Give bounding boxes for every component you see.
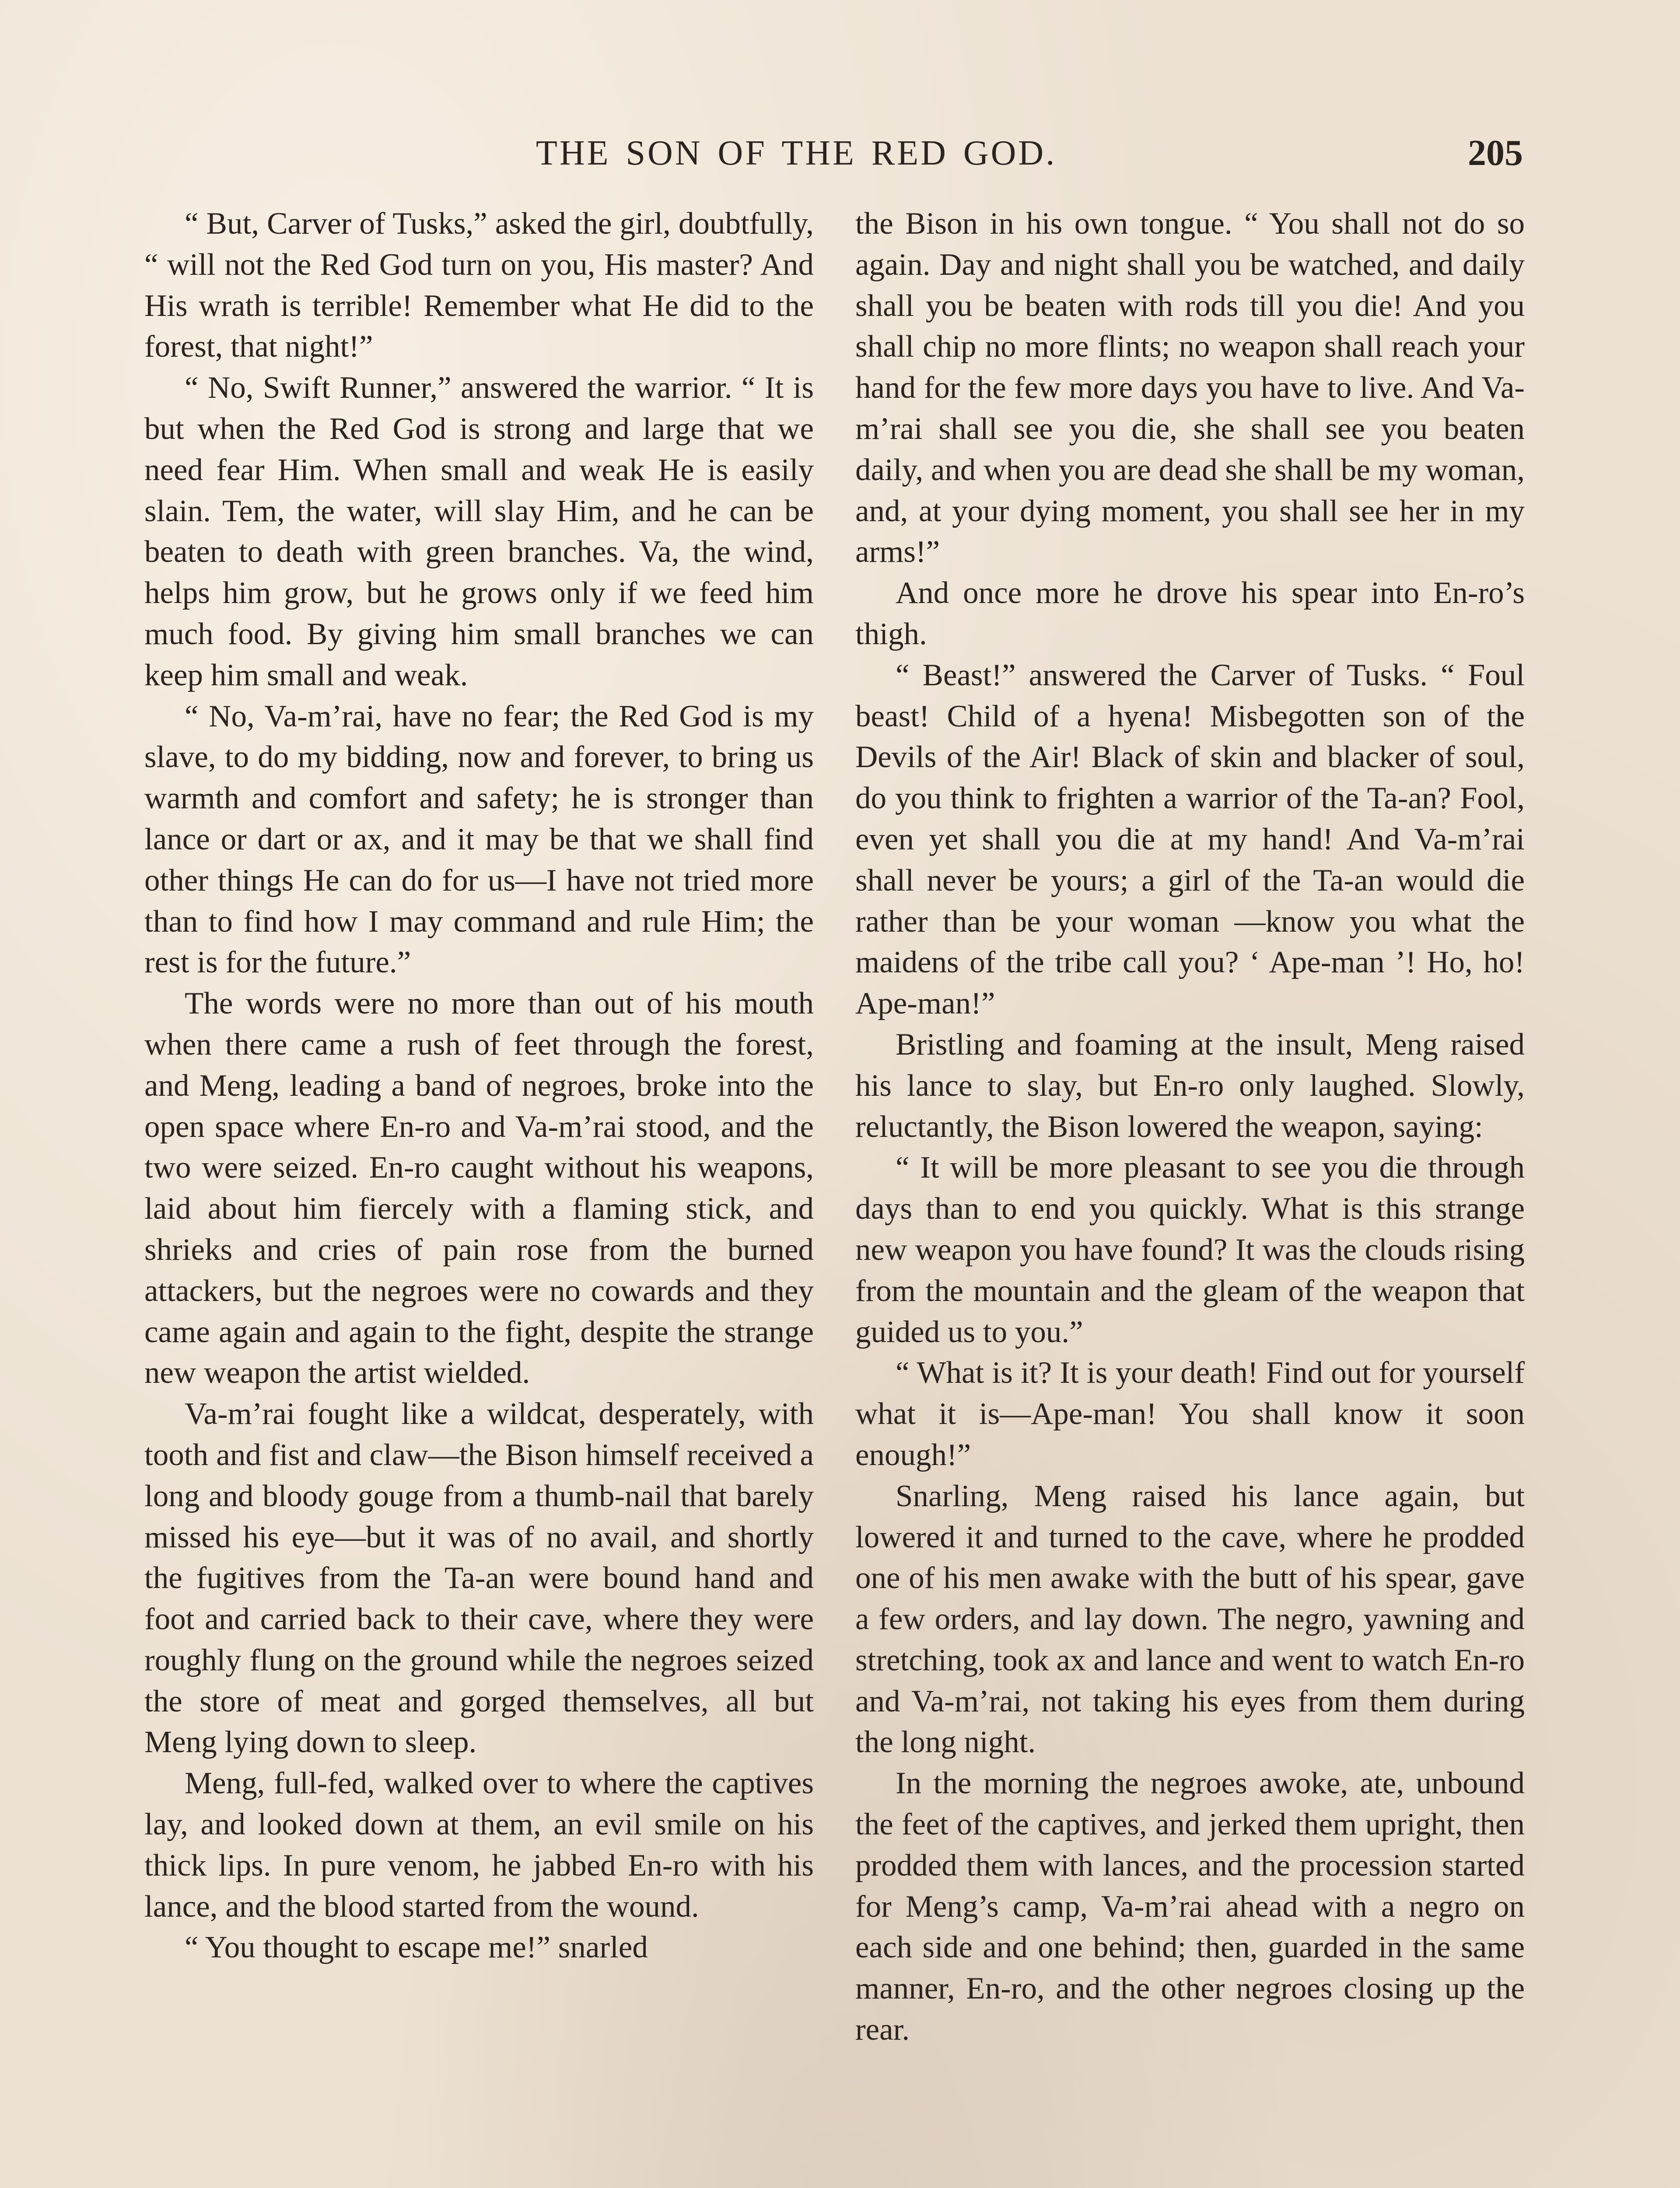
right-column <box>855 203 1525 2051</box>
paragraph: “ No, Swift Runner,” answered the warrior. “ It is but when the Red God is strong and large that we need fear Him. When small and weak He is easily slain. Tem, the water, will slay Him, and he can be beaten to death with green branches. Va, the wind, helps him grow, but he grows only if we feed him much food. By giving him small branches we can keep him small and weak. <box>144 371 814 692</box>
paragraph-continued: the Bison in his own tongue. “ You shall not do so again. Day and night shall you be watched, and daily shall you be beaten with rods till you die! And you shall chip no more flints; no weapon shall reach your hand for the few more days you have to live. And Va-m’rai shall see you die, she shall see you beaten daily, and when you are dead she shall be my woman, and, at your dying moment, you shall see her in my arms!” <box>855 207 1525 569</box>
paragraph: “ You thought to escape me!” snarled <box>185 1930 648 1965</box>
paragraph: And once more he drove his spear into En-ro’s thigh. <box>855 576 1525 651</box>
paragraph: “ Beast!” answered the Carver of Tusks. “ Foul beast! Child of a hyena! Misbegotten son of the Devils of the Air! Black of skin and blacker of soul, do you think to frighten a warrior of the Ta-an? Fool, even yet shall you die at my hand! And Va-m’rai shall never be yours; a girl of the Ta-an would die rather than be your woman —know you what the maidens of the tribe call you? ‘ Ape-man ’! Ho, ho! Ape-man!” <box>855 658 1525 1021</box>
paragraph: Meng, full-fed, walked over to where the captives lay, and looked down at them, an evil smile on his thick lips. In pure venom, he jabbed En-ro with his lance, and the blood started from the wound. <box>144 1766 814 1924</box>
paragraph: “ It will be more pleasant to see you die through days than to end you quickly. What is this strange new weapon you have found? It was the clouds rising from the mountain and the gleam of the weapon that guided us to you.” <box>855 1150 1525 1349</box>
paragraph: The words were no more than out of his mouth when there came a rush of feet through the forest, and Meng, leading a band of negroes, broke into the open space where En-ro and Va-m’rai stood, and the two were seized. En-ro caught without his weapons, laid about him fiercely with a flaming stick, and shrieks and cries of pain rose from the burned attackers, but the negroes were no cowards and they came again and again to the fight, despite the strange new weapon the artist wielded. <box>144 986 814 1390</box>
paragraph: “ But, Carver of Tusks,” asked the girl, doubtfully, “ will not the Red God turn on you, His master? And His wrath is terrible! Remember what He did to the forest, that night!” <box>144 207 814 364</box>
paragraph: In the morning the negroes awoke, ate, unbound the feet of the captives, and jerked them upright, then prodded them with lances, and the procession started for Meng’s camp, Va-m’rai ahead with a negro on each side and one behind; then, guarded in the same manner, En-ro, and the other negroes closing up the rear. <box>855 1766 1525 2047</box>
paragraph: Bristling and foaming at the insult, Meng raised his lance to slay, but En-ro only laughed. Slowly, reluctantly, the Bison lowered the weapon, saying: <box>855 1027 1525 1144</box>
paragraph: Snarling, Meng raised his lance again, but lowered it and turned to the cave, where he prodded one of his men awake with the butt of his spear, gave a few orders, and lay down. The negro, yawning and stretching, took ax and lance and went to watch En-ro and Va-m’rai, not taking his eyes from them during the long night. <box>855 1479 1525 1760</box>
paragraph: “ No, Va-m’rai, have no fear; the Red God is my slave, to do my bidding, now and forever, to bring us warmth and comfort and safety; he is stronger than lance or dart or ax, and it may be that we shall find other things He can do for us—I have not tried more than to find how I may command and rule Him; the rest is for the future.” <box>144 699 814 980</box>
paragraph: Va-m’rai fought like a wildcat, desperately, with tooth and fist and claw—the Bison himself received a long and bloody gouge from a thumb-nail that barely missed his eye—but it was of no avail, and shortly the fugitives from the Ta-an were bound hand and foot and carried back to their cave, where they were roughly flung on the ground while the negroes seized the store of meat and gorged themselves, all but Meng lying down to sleep. <box>144 1397 814 1760</box>
page-number: 205 <box>1468 133 1523 173</box>
paragraph: “ What is it? It is your death! Find out for yourself what it is—Ape-man! You shall know it soon enough!” <box>855 1356 1525 1472</box>
left-column <box>144 203 814 1968</box>
page-header <box>0 127 1680 179</box>
running-title: THE SON OF THE RED GOD. <box>536 134 1057 172</box>
